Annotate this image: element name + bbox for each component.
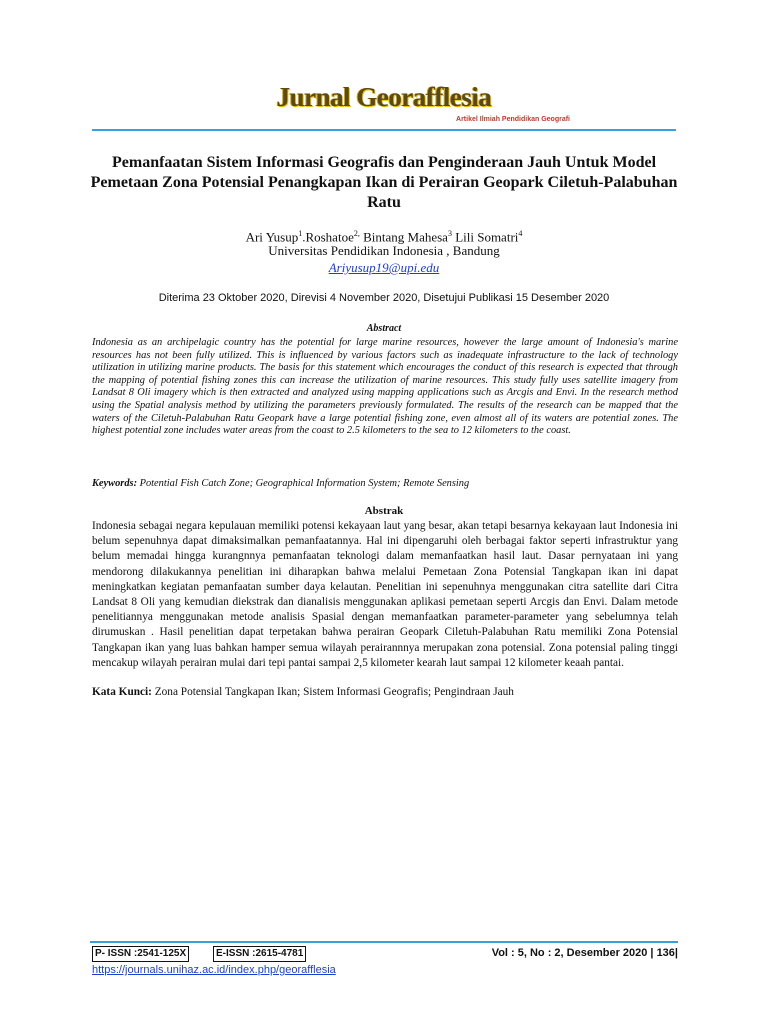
author-affil-mark: 3	[447, 229, 452, 238]
katakunci-text: Zona Potensial Tangkapan Ikan; Sistem Informasi Geografis; Pengindraan Jauh	[151, 686, 514, 698]
author-name: .Roshatoe	[302, 229, 354, 245]
author-affil-mark: 2,	[353, 229, 360, 238]
volume-page-info: Vol : 5, No : 2, Desember 2020 | 136|	[491, 947, 678, 959]
journal-logo-title: Jurnal Georafflesia	[276, 82, 492, 112]
abstrak-text: Indonesia sebagai negara kepulauan memiliki potensi kekayaan laut yang besar, akan tetapi besarnya kekayaan laut Indonesia ini belum sepenuhnya dapat dimaksimalkan pemanfaatannya. Hal ini dipengaruhi oleh berbagai faktor seperti infrastruktur yang belum memadai hingga kurangnnya pemanfaatan teknologi dalam memanfaatkan hasil laut. Dasar pernyataan ini yang mendorong dilakukannya penelitian ini diharapkan bahwa melalui Pemetaan Zona Potensial Tangkapan ikan ini dapat meningkatkan kegiatan pemanfaatan sumber daya kelautan. Penelitian ini sepenuhnya menggunakan citra satellite dari Citra Landsat 8 Oli yang kemudian diekstrak dan dianalisis menggunakan aplikasi pemetaan seperti Arcgis dan Envi. Dalam metode penelitiannya menggunakan metode analisis Spasial dengan memanfaatkan parameter-parameter yang sebelumnya telah dirumuskan . Hasil penelitian dapat terpetakan bahwa perairan Geopark Ciletuh-Palabuhan Ratu memiliki Zona Potensial Tangkapan ikan yang luas bahkan hamper semua wilayah perairannnya merupakan zona potensial. Zona potensial paling tinggi mencakup wilayah perairan mulai dari tepi pantai sampai 2,5 kilometer kearah laut sampai 12 kilometer keaah pantai.	[92, 520, 678, 669]
submission-dates: Diterima 23 Oktober 2020, Direvisi 4 November 2020, Disetujui Publikasi 15 Desember 2020	[158, 292, 610, 304]
paper-title: Pemanfaatan Sistem Informasi Geografis dan Penginderaan Jauh Untuk Model Pemetaan Zona Potensial Penangkapan Ikan di Perairan Geopark Ciletuh-Palabuhan Ratu	[90, 154, 678, 211]
abstract-heading: Abstract	[366, 323, 402, 334]
footer-divider	[90, 941, 678, 943]
keywords-line	[92, 478, 678, 489]
author-name: Lili Somatri	[451, 229, 519, 245]
journal-tagline: Artikel Ilmiah Pendidikan Geografi	[456, 116, 570, 123]
affiliation: Universitas Pendidikan Indonesia , Bandung	[268, 243, 500, 258]
author-affil-mark: 1	[298, 229, 303, 238]
header-divider	[92, 129, 676, 131]
author-name: Ari Yusup	[245, 229, 299, 245]
p-issn-box: P- ISSN :2541-125X	[92, 946, 189, 962]
author-affil-mark: 4	[518, 229, 523, 238]
author-name: Bintang Mahesa	[359, 229, 448, 245]
e-issn-box: E-ISSN :2615-4781	[213, 946, 306, 962]
abstract-text: Indonesia as an archipelagic country has the potential for large marine resources, however the large amount of Indonesia's marine resources has not been fully utilized. This is influenced by various factors such as inadequate infrastructure to the lack of technology utilization in utilizing marine products. The basis for this statement which encourages the conduct of this research is expected that through the mapping of potential fishing zones this can increase the utilization of marine resources. This study fully uses satellite imagery from Landsat 8 Oli imagery which is then extracted and analyzed using mapping applications such as Arcgis and Envi. In the research method using the Spatial analysis method by utilizing the parameters previously formulated. The results of the research can be mapped that the waters of the Ciletuh-Palabuhan Ratu Geopark have a large potential fishing zone, even almost all of its waters are potential zones. The highest potential zone includes water areas from the coast to 2.5 kilometers to the sea to 12 kilometers to the coast.	[92, 337, 678, 437]
abstrak-heading: Abstrak	[364, 505, 404, 517]
author-email-link[interactable]: Ariyusup19@upi.edu	[328, 260, 440, 275]
journal-url-link[interactable]: https://journals.unihaz.ac.id/index.php/georafflesia	[92, 964, 336, 976]
katakunci-line	[92, 686, 678, 698]
katakunci-label: Kata Kunci:	[92, 686, 152, 698]
keywords-text: Potential Fish Catch Zone; Geographical Information System; Remote Sensing	[137, 478, 470, 489]
keywords-label: Keywords:	[92, 478, 138, 489]
